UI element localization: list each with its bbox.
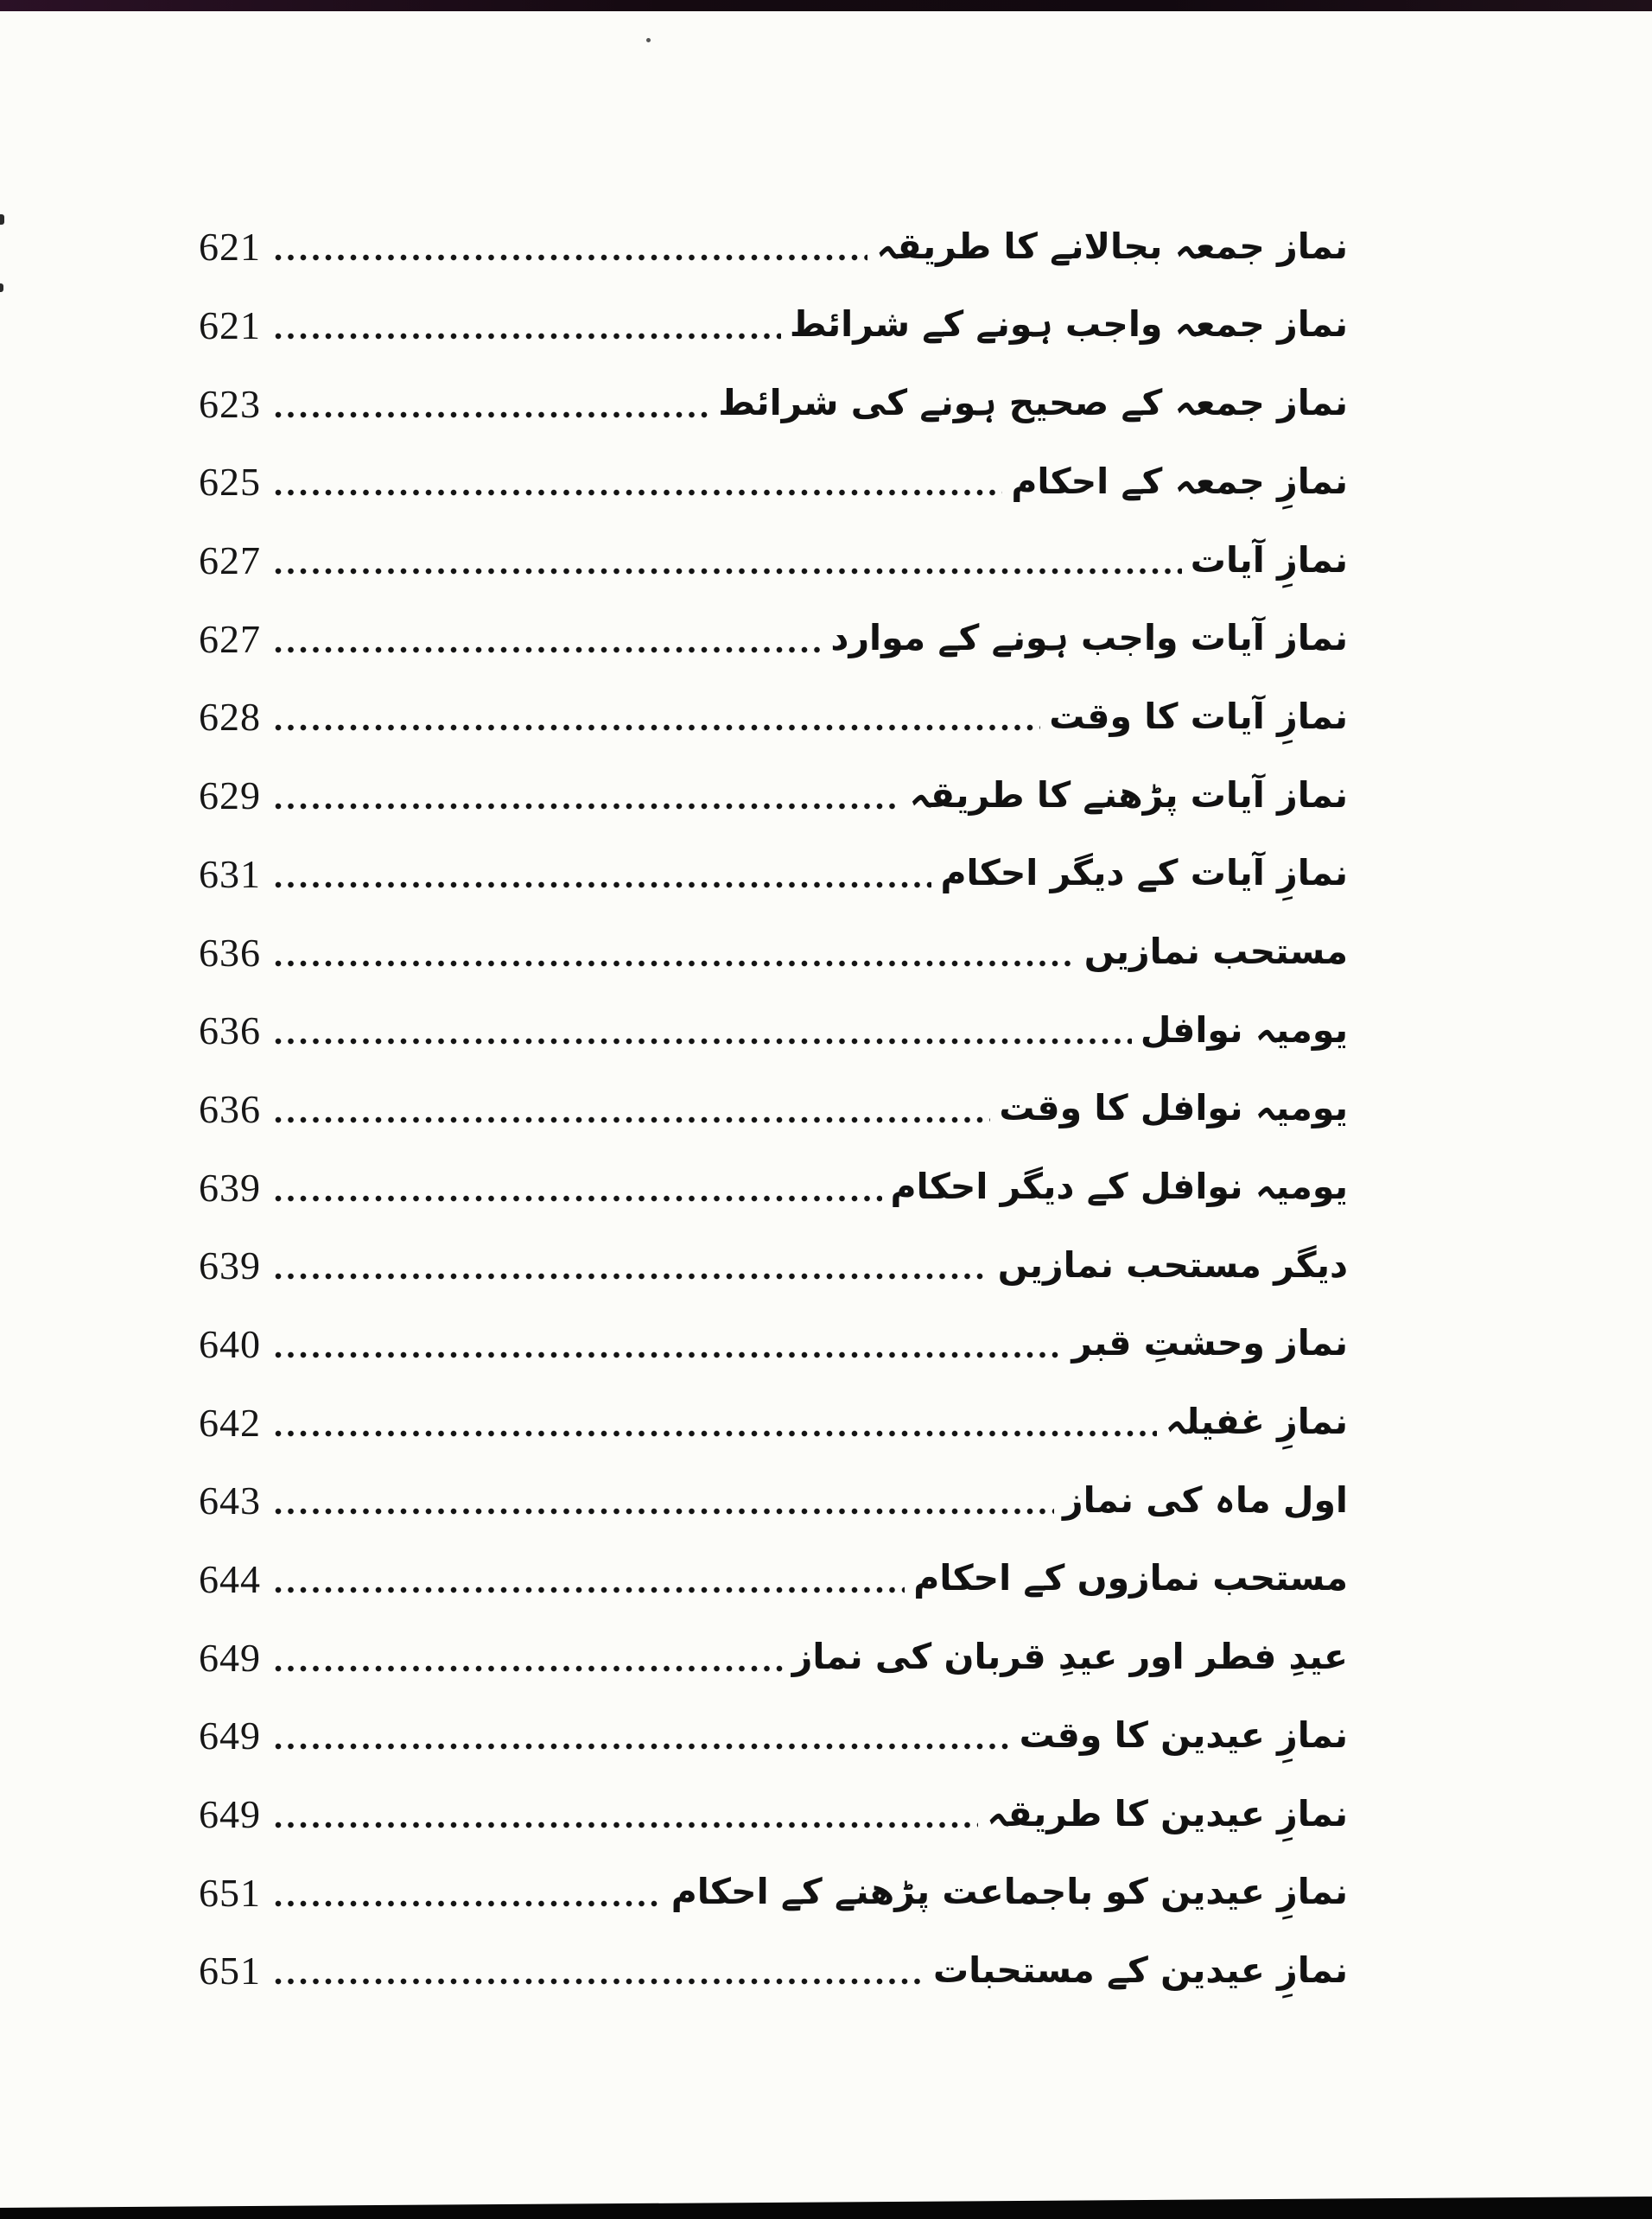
dotted-leader (275, 1978, 924, 1985)
toc-entry-title-urdu: نمازِ عیدین کا وقت (1019, 1714, 1348, 1756)
toc-row (199, 911, 1348, 989)
toc-page-number: 649 (199, 1635, 261, 1680)
scan-bottom-edge (0, 2197, 1652, 2219)
toc-page-number: 651 (199, 1870, 261, 1915)
toc-row (199, 1303, 1348, 1382)
dotted-leader (275, 1430, 1157, 1437)
toc-row (199, 1068, 1348, 1147)
toc-page-number: 628 (199, 695, 261, 740)
toc-page-number: 627 (199, 538, 261, 583)
toc-entry-title-urdu: نماز وحشتِ قبر (1071, 1322, 1348, 1364)
toc-entry-title-urdu: یومیہ نوافل کا وقت (999, 1087, 1348, 1129)
toc-entry-title-urdu: نماز جمعہ بجالانے کا طریقہ (876, 225, 1348, 267)
toc-page-number: 623 (199, 381, 261, 426)
dotted-leader (275, 881, 931, 888)
toc-entry-title-urdu: یومیہ نوافل کے دیگر احکام (890, 1166, 1348, 1208)
toc-row (199, 1538, 1348, 1617)
toc-row (199, 833, 1348, 912)
dotted-leader (275, 1116, 990, 1123)
toc-page-number: 639 (199, 1165, 261, 1210)
scan-edge-artifact (0, 214, 4, 225)
toc-row (199, 676, 1348, 754)
dotted-leader (275, 1586, 905, 1593)
toc-row (199, 1773, 1348, 1852)
toc-entry-title-urdu: یومیہ نوافل (1140, 1008, 1348, 1051)
dotted-leader (275, 1508, 1054, 1515)
toc-entry-title-urdu: عیدِ فطر اور عیدِ قربان کی نماز (791, 1636, 1348, 1678)
toc-entry-title-urdu: دیگر مستحب نمازیں (997, 1243, 1348, 1286)
dotted-leader (275, 1665, 784, 1672)
dotted-leader (275, 1822, 978, 1828)
toc-page-number: 649 (199, 1792, 261, 1837)
dotted-leader (275, 411, 709, 418)
toc-entry-title-urdu: نمازِ عیدین کا طریقہ (987, 1792, 1348, 1834)
dotted-leader (275, 1743, 1011, 1750)
dotted-leader (275, 254, 867, 261)
toc-page-number: 651 (199, 1949, 261, 1993)
scan-top-edge (0, 0, 1652, 11)
toc-entry-title-urdu: نماز آیات پڑھنے کا طریقہ (909, 773, 1348, 816)
toc-page-number: 640 (199, 1321, 261, 1366)
toc-row (199, 1851, 1348, 1930)
dotted-leader (275, 1900, 663, 1907)
toc-entry-title-urdu: نمازِ عیدین کے مستحبات (932, 1949, 1348, 1991)
toc-row (199, 1694, 1348, 1773)
toc-page-number: 621 (199, 303, 261, 348)
dotted-leader (275, 489, 1002, 496)
toc-row (199, 754, 1348, 833)
toc-row (199, 1459, 1348, 1538)
toc-page-number: 627 (199, 616, 261, 661)
table-of-contents (199, 206, 1348, 2008)
toc-entry-title-urdu: نماز جمعہ واجب ہونے کے شرائط (789, 303, 1348, 346)
scan-edge-artifact (0, 283, 3, 292)
toc-entry-title-urdu: نمازِ عیدین کو باجماعت پڑھنے کے احکام (670, 1871, 1348, 1913)
dotted-leader (275, 333, 781, 340)
toc-entry-title-urdu: نماز آیات واجب ہونے کے موارد (830, 617, 1348, 659)
toc-row (199, 1381, 1348, 1459)
toc-page-number: 644 (199, 1557, 261, 1602)
toc-row (199, 206, 1348, 284)
dotted-leader (275, 646, 822, 653)
toc-row (199, 597, 1348, 676)
dotted-leader (275, 1195, 882, 1202)
toc-page-number: 636 (199, 1086, 261, 1131)
toc-entry-title-urdu: نمازِ آیات کے دیگر احکام (940, 852, 1348, 894)
toc-page-number: 636 (199, 930, 261, 975)
toc-page-number: 625 (199, 460, 261, 505)
toc-row (199, 519, 1348, 598)
toc-entry-title-urdu: نمازِ غفیلہ (1165, 1401, 1348, 1443)
toc-row (199, 441, 1348, 519)
toc-row (199, 362, 1348, 441)
toc-entry-title-urdu: اول ماہ کی نماز (1063, 1478, 1348, 1521)
dotted-leader (275, 960, 1076, 967)
toc-page-number: 636 (199, 1008, 261, 1053)
toc-page-number: 631 (199, 851, 261, 896)
toc-row (199, 284, 1348, 363)
dotted-leader (275, 724, 1040, 731)
toc-entry-title-urdu: نمازِ آیات (1190, 538, 1348, 581)
toc-row (199, 1616, 1348, 1694)
toc-page-number: 621 (199, 225, 261, 270)
toc-page-number: 639 (199, 1243, 261, 1288)
dotted-leader (275, 1351, 1063, 1358)
toc-row (199, 989, 1348, 1068)
toc-page-number: 629 (199, 773, 261, 818)
toc-entry-title-urdu: نمازِ آیات کا وقت (1049, 695, 1348, 737)
toc-page-number: 649 (199, 1714, 261, 1758)
scan-speck (646, 38, 651, 42)
toc-entry-title-urdu: مستحب نمازوں کے احکام (913, 1557, 1348, 1599)
dotted-leader (275, 1038, 1132, 1045)
toc-entry-title-urdu: مستحب نمازیں (1083, 930, 1348, 972)
toc-page-number: 642 (199, 1400, 261, 1445)
dotted-leader (275, 803, 901, 810)
toc-page-number: 643 (199, 1478, 261, 1523)
toc-entry-title-urdu: نماز جمعہ کے صحیح ہونے کی شرائط (718, 382, 1348, 424)
toc-row (199, 1224, 1348, 1303)
dotted-leader (275, 568, 1182, 575)
toc-entry-title-urdu: نمازِ جمعہ کے احکام (1011, 460, 1348, 502)
toc-row (199, 1146, 1348, 1224)
toc-row (199, 1930, 1348, 2008)
dotted-leader (275, 1273, 989, 1280)
